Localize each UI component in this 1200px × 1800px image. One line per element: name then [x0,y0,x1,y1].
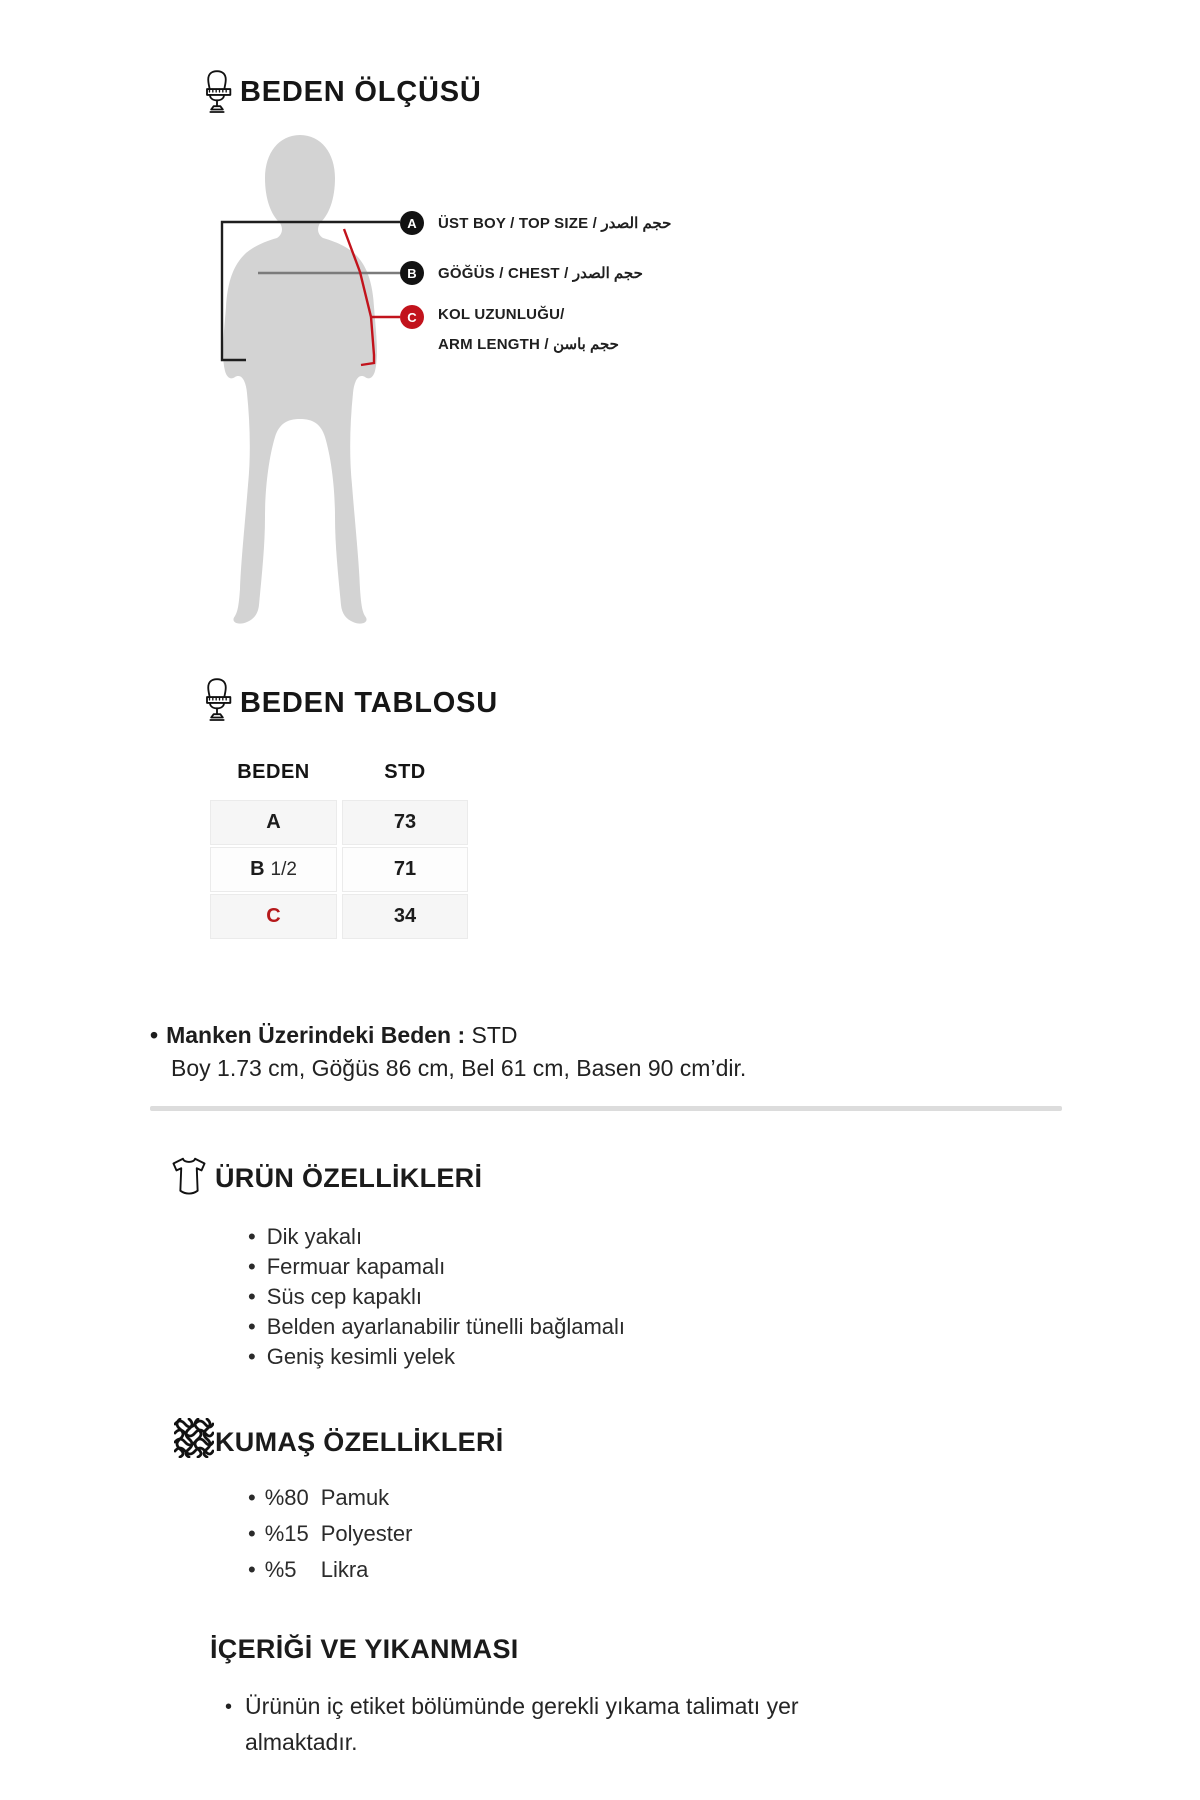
table-row [210,894,468,939]
fabric-weave-icon [174,1418,214,1458]
row-size: C [266,905,281,927]
measure-badge-c: C [400,305,424,329]
fabric-features-list [248,1480,412,1588]
product-features-list [248,1222,625,1372]
table-row [210,800,468,845]
bullet: • [150,1022,159,1048]
size-table-title: BEDEN TABLOSU [240,687,498,719]
measure-label-arm-length [438,300,619,360]
measure-badge-a: A [400,211,424,235]
fabric-percent: %5 [264,1557,297,1582]
care-title: İÇERİĞİ VE YIKANMASI [210,1634,519,1664]
mannequin-size-label: Manken Üzerindeki Beden : [166,1022,466,1048]
row-value: 34 [342,894,468,939]
mannequin-size-line [150,1019,990,1052]
arm-length-line1: KOL UZUNLUĞU/ [438,306,565,323]
fabric-percent: %80 [264,1485,309,1510]
fabric-features-title: KUMAŞ ÖZELLİKLERİ [215,1427,504,1457]
measurement-lines [180,120,480,400]
measure-badge-b: B [400,261,424,285]
size-table-header [210,752,468,792]
mannequin-icon [202,676,232,724]
fabric-percent: %15 [264,1521,309,1546]
list-item [248,1552,412,1588]
row-size: B [250,858,265,880]
fabric-name: Pamuk [320,1485,390,1510]
tshirt-icon [170,1153,208,1199]
row-value: 73 [342,800,468,845]
size-table [210,752,468,941]
column-header-beden: BEDEN [237,760,310,783]
list-item: • Belden ayarlanabilir tünelli bağlamalı [248,1312,625,1342]
list-item [248,1516,412,1552]
mannequin-size-value: STD [471,1022,518,1048]
mannequin-measurements: Boy 1.73 cm, Göğüs 86 cm, Bel 61 cm, Basen 90 cm’dir. [171,1055,747,1081]
list-item [248,1480,412,1516]
row-value: 71 [342,847,468,892]
fabric-name: Likra [320,1557,369,1582]
measure-label-chest: GÖĞÜS / CHEST / حجم الصدر [438,265,643,282]
arm-length-line2: ARM LENGTH / حجم باسن [438,336,619,353]
table-row [210,847,468,892]
fabric-name: Polyester [320,1521,413,1546]
column-header-std: STD [384,760,426,783]
list-item: • Süs cep kapaklı [248,1282,625,1312]
mannequin-size-note [150,1019,990,1085]
section-divider [150,1106,1062,1111]
measure-label-top-size: ÜST BOY / TOP SIZE / حجم الصدر [438,215,672,232]
row-size-suffix: 1/2 [270,858,297,880]
product-features-title: ÜRÜN ÖZELLİKLERİ [215,1163,483,1193]
list-item: • Dik yakalı [248,1222,625,1252]
size-guide-title: BEDEN ÖLÇÜSÜ [240,76,482,108]
mannequin-icon [202,68,232,116]
row-size: A [266,811,281,833]
care-instructions: • Ürünün iç etiket bölümünde gerekli yıkama talimatı yer almaktadır. [223,1688,863,1760]
list-item: • Geniş kesimli yelek [248,1342,625,1372]
list-item: • Fermuar kapamalı [248,1252,625,1282]
